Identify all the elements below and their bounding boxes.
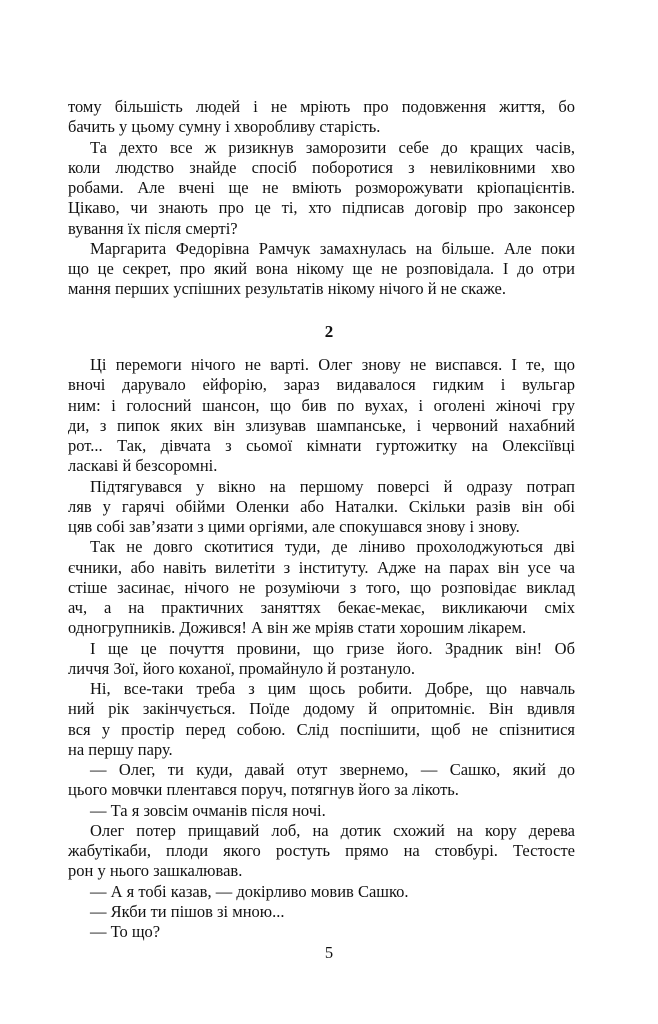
text-line: вночі дарувало ейфорію, зараз видавалося гидким і вульгар [68, 375, 575, 395]
text-line: робами. Але вчені ще не вміють розморожувати кріопацієнтів. [68, 178, 575, 197]
text-line: Та дехто все ж ризикнув заморозити себе до кращих часів, [90, 137, 575, 157]
text-line: — То що? [90, 922, 161, 941]
text-line: ди, з пипок яких він злизував шампанське, і червоний нахабний [68, 415, 575, 435]
text-line: Маргарита Федорівна Рамчук замахнулась на більше. Але поки [90, 238, 575, 258]
text-line: Цікаво, чи знають про це ті, хто підписав договір про законсер [68, 198, 575, 218]
text-line: що це секрет, про який вона нікому ще не розповідала. І до отри [68, 259, 575, 278]
text-line: бачить у цьому сумну і хворобливу старість. [68, 117, 381, 137]
text-line: — А я тобі казав, — докірливо мовив Сашко. [90, 881, 409, 901]
text-line: І ще це почуття провини, що гризе його. Зрадник він! Об [90, 638, 575, 658]
text-line: стіше засинає, нічого не розуміючи з того, що розповідає виклад [68, 577, 575, 597]
text-line: одногрупників. Дожився! А він же мріяв стати хорошим лікарем. [68, 618, 527, 638]
text-line: Ні, все-таки треба з цим щось робити. Добре, що навчаль [90, 679, 575, 698]
text-line: єчники, або навіть вилетіти з інституту. Адже на парах він усе ча [68, 557, 575, 577]
text-line: жабутікаби, плоди якого ростуть прямо на стовбурі. Тестосте [68, 841, 575, 860]
text-line: — Олег, ти куди, давай отут звернемо, — Сашко, який до [90, 760, 575, 779]
text-line: вування їх після смерті? [68, 218, 238, 238]
text-line: рот... Так, дівчата з сьомої кімнати гуртожитку на Олексіївці [68, 436, 575, 455]
text-line: мання перших успішних результатів нікому нічого й не скаже. [68, 279, 507, 299]
text-line: — Якби ти пішов зі мною... [90, 901, 285, 921]
page-number: 5 [324, 943, 334, 962]
text-line: тому більшість людей і не мріють про подовження життя, бо [68, 97, 575, 116]
body-text-chapter [68, 355, 575, 942]
text-line: на першу пару. [68, 739, 173, 759]
body-text-top [68, 97, 575, 300]
text-line: ач, а на практичних заняттях бекає-мекає, викликаючи сміх [68, 598, 575, 617]
text-line: Ці перемоги нічого не варті. Олег знову не виспався. І те, що [90, 355, 575, 374]
chapter-number: 2 [324, 322, 334, 341]
text-line: ляв у гарячі обійми Оленки або Наталки. Скільки разів він обі [68, 496, 575, 516]
text-line: ласкаві й безсоромні. [68, 456, 218, 476]
text-line: Так не довго скотитися туди, де ліниво прохолоджуються дві [90, 537, 575, 557]
text-line: личчя Зої, його коханої, промайнуло й розтануло. [68, 658, 415, 678]
text-line: коли людство знайде спосіб поборотися з невиліковними хво [68, 157, 575, 177]
text-line: Олег потер прищавий лоб, на дотик схожий на кору дерева [90, 820, 575, 840]
text-line: Підтягувався у вікно на першому поверсі й одразу потрап [90, 476, 575, 496]
text-line: вся у простір перед собою. Слід поспішити, щоб не спізнитися [68, 719, 575, 739]
text-line: ний рік закінчується. Поїде додому й опритомніє. Він вдивля [68, 699, 575, 719]
text-line: цяв собі зав’язати з цими оргіями, але спокушався знову і знову. [68, 517, 520, 536]
text-line: цього мовчки плентався поруч, потягнув його за лікоть. [68, 780, 459, 800]
text-line: — Та я зовсім очманів після ночі. [90, 800, 326, 820]
text-line: рон у нього зашкалював. [68, 861, 243, 881]
text-line: ним: і голосний шансон, що бив по вухах, і оголені жіночі гру [68, 395, 575, 415]
